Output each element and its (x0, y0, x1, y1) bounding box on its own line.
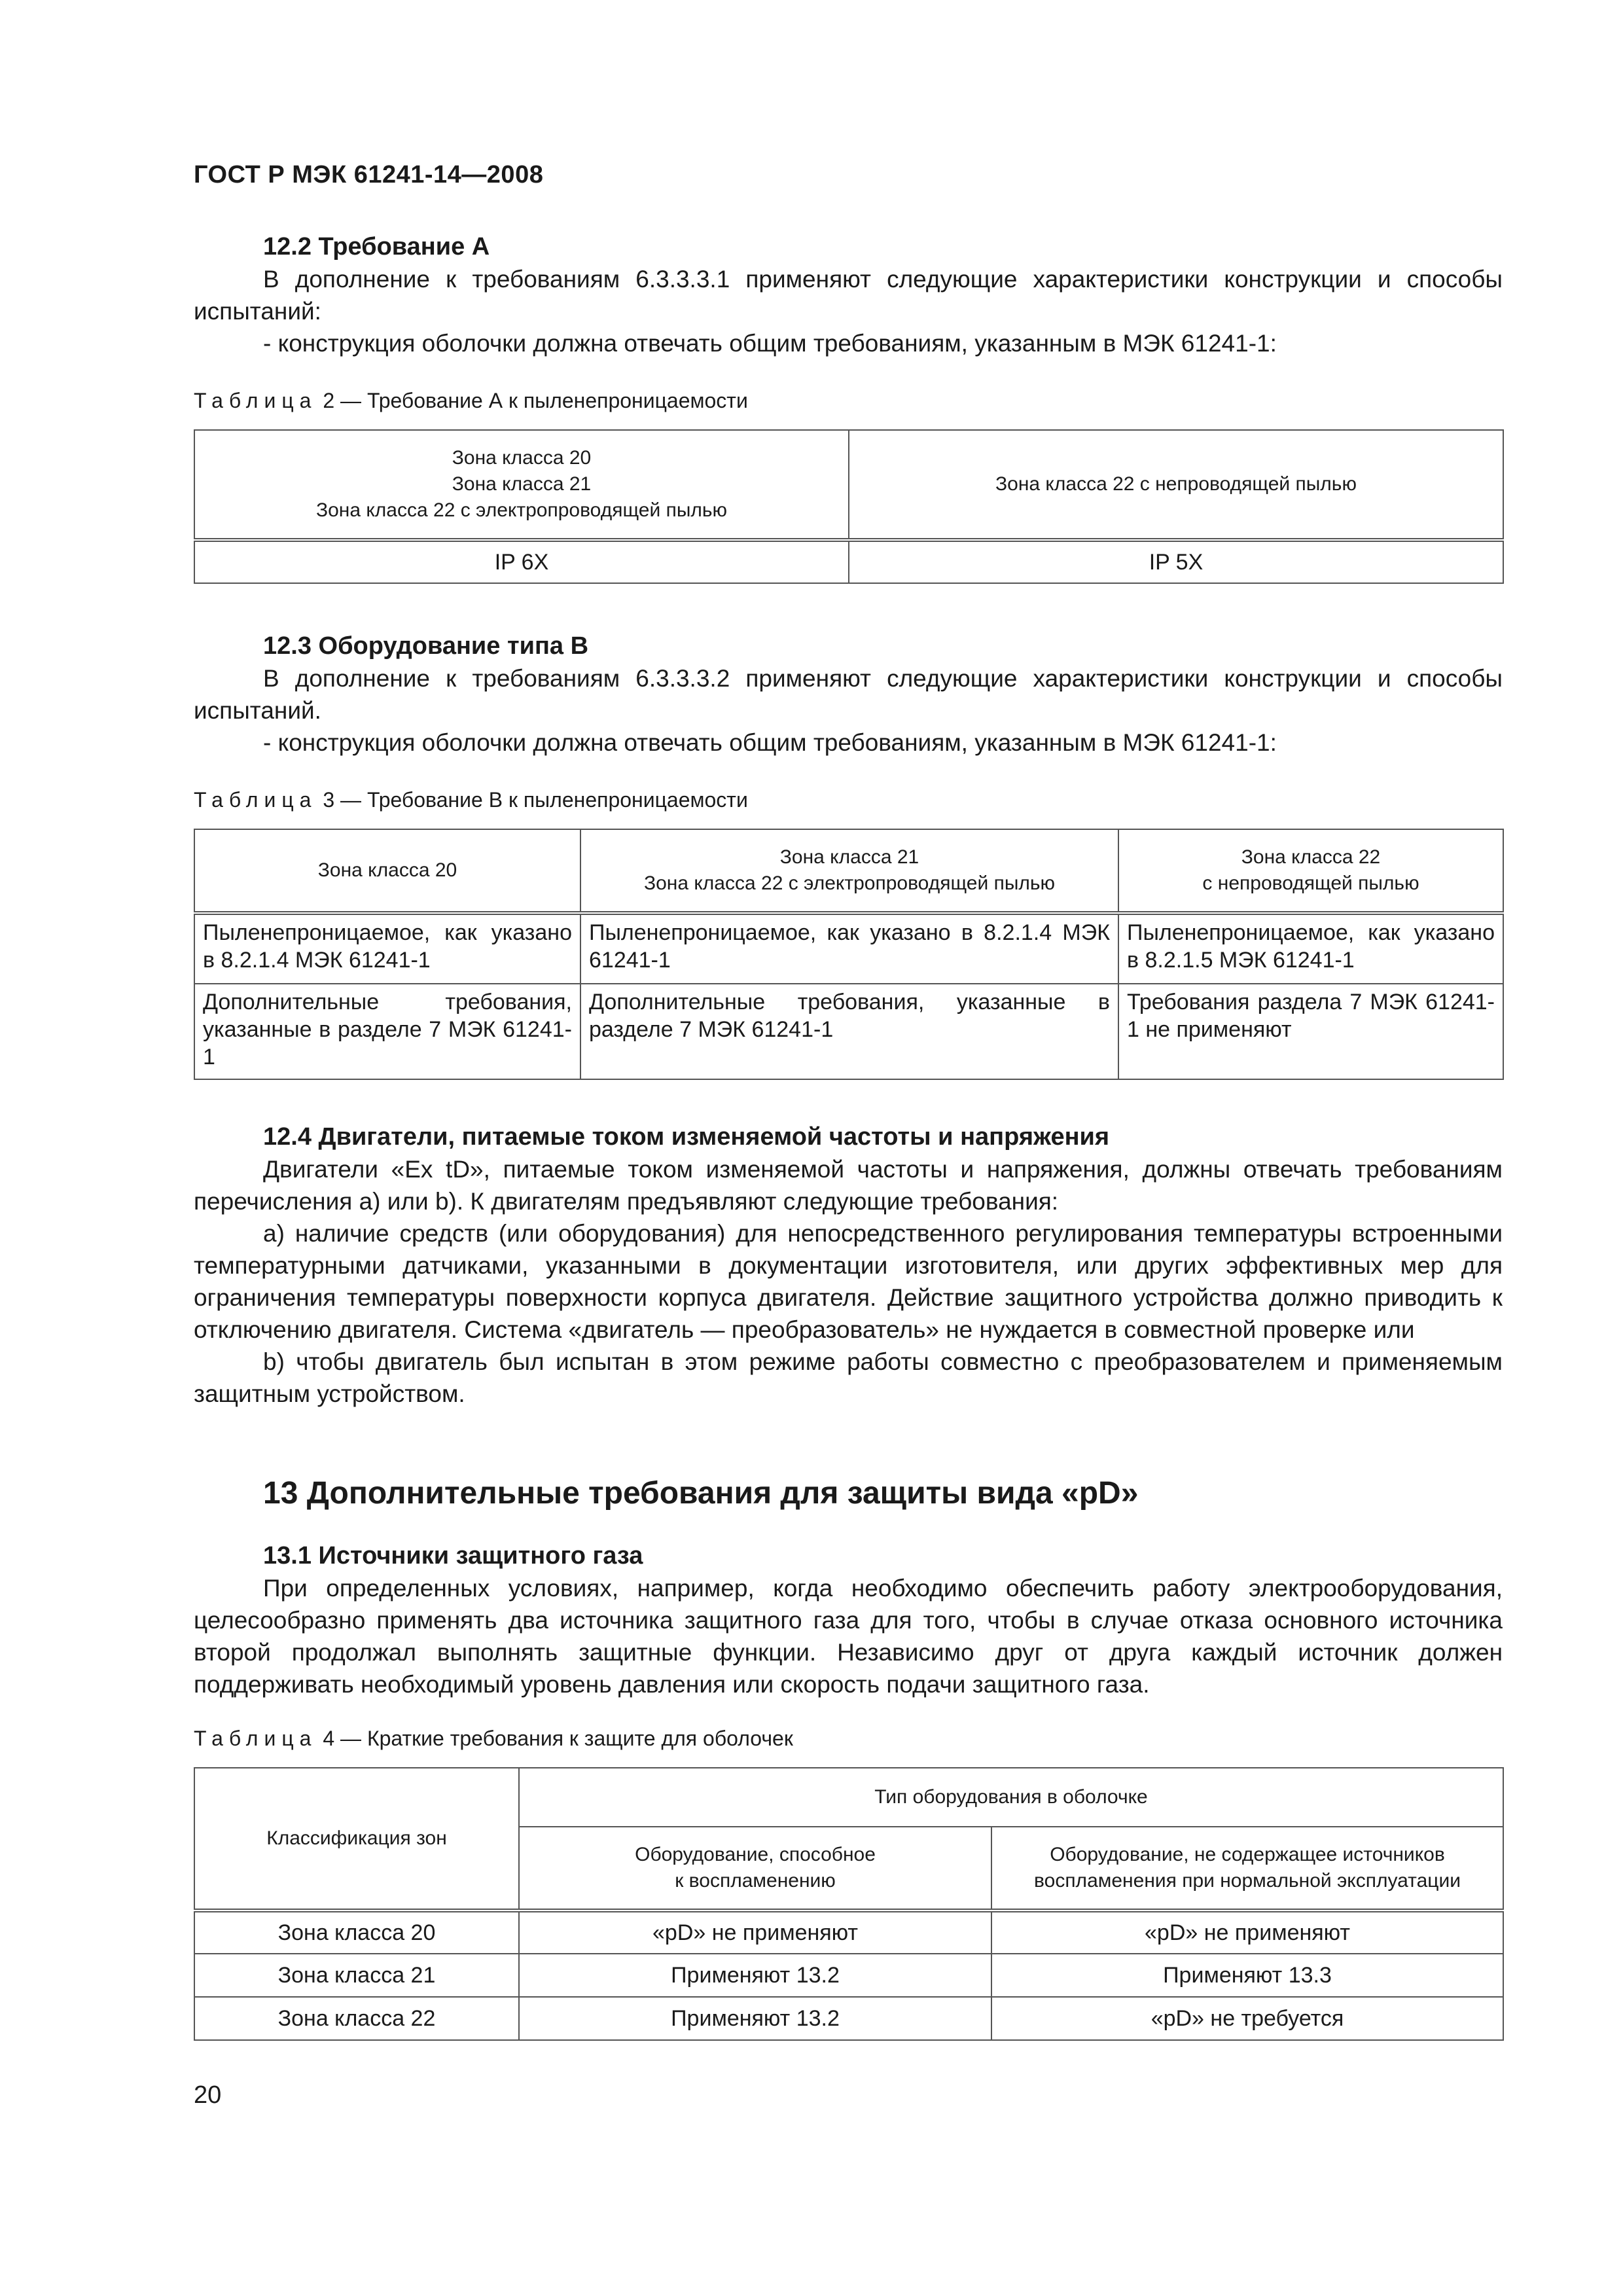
table-3 (194, 829, 1503, 1080)
header-line: Зона класса 22 с электропроводящей пылью (643, 872, 1056, 894)
table-cell: «pD» не применяют (991, 1910, 1503, 1954)
table-row (194, 1954, 1503, 1997)
table-cell: Пыленепроницаемое, как указано в 8.2.1.4 МЭК 61241-1 (580, 913, 1118, 984)
table-cell: Требования раздела 7 МЭК 61241-1 не применяют (1118, 984, 1503, 1079)
table-row (194, 1768, 1503, 1827)
table-cell: «pD» не применяют (519, 1910, 991, 1954)
table-row (194, 1910, 1503, 1954)
table-4-caption (194, 1725, 1503, 1751)
header-line: Оборудование, не содержащее источников (1050, 1844, 1445, 1865)
header-line: Зона класса 21 (779, 846, 919, 868)
table-header-cell (519, 1827, 991, 1910)
table-header-cell: Тип оборудования в оболочке (519, 1768, 1503, 1827)
table-row (194, 829, 1503, 913)
table-3-caption (194, 787, 1503, 813)
table-cell: Применяют 13.2 (519, 1997, 991, 2040)
table-header-cell: Зона класса 20 (194, 829, 580, 913)
header-line: Зона класса 22 (1241, 846, 1381, 868)
table-4 (194, 1767, 1503, 2041)
table-header-cell (991, 1827, 1503, 1910)
paragraph: а) наличие средств (или оборудования) для непосредственного регулирования температуры встроенными температурными датчиками, указанными в документации изготовителя, или других эффективных мер для ограничения температуры поверхности корпуса двигателя. Действие защитного устройства должно приводить к отключению двигателя. Система «двигатель — преобразователь» не нуждается в совместной проверке или (194, 1220, 1503, 1343)
section-heading: 13.1 Источники защитного газа (263, 1542, 643, 1570)
section-heading: 12.2 Требование А (263, 233, 490, 260)
page-number: 20 (194, 2081, 222, 2109)
table-row (194, 1997, 1503, 2040)
paragraph: Двигатели «Ex tD», питаемые током изменяемой частоты и напряжения, должны отвечать требованиям перечисления а) или b). К двигателям предъявляют следующие требования: (194, 1156, 1503, 1215)
section-12-2 (194, 230, 1503, 359)
table-cell: Зона класса 22 (194, 1997, 519, 2040)
table-row (194, 913, 1503, 984)
section-heading: 12.3 Оборудование типа В (263, 632, 589, 660)
table-row (194, 540, 1503, 583)
table-row (194, 984, 1503, 1079)
document-header-title: ГОСТ Р МЭК 61241-14—2008 (194, 161, 544, 188)
table-cell: «pD» не требуется (991, 1997, 1503, 2040)
paragraph: b) чтобы двигатель был испытан в этом режиме работы совместно с преобразователем и применяемым защитным устройством. (194, 1348, 1503, 1407)
table-cell: Зона класса 21 (194, 1954, 519, 1997)
table-cell: IP 6X (194, 540, 849, 583)
caption-label: Таблица (194, 389, 317, 412)
header-line: Зона класса 20 (452, 447, 592, 469)
header-line: с непроводящей пылью (1202, 872, 1419, 894)
table-cell: Применяют 13.3 (991, 1954, 1503, 1997)
paragraph: В дополнение к требованиям 6.3.3.3.2 применяют следующие характеристики конструкции и способы испытаний. (194, 665, 1503, 724)
table-cell: Дополнительные требования, указанные в разделе 7 МЭК 61241-1 (194, 984, 580, 1079)
caption-text: 3 — Требование В к пыленепроницаемости (317, 788, 748, 812)
table-2 (194, 429, 1503, 584)
table-cell: Зона класса 20 (194, 1910, 519, 1954)
table-header-cell: Классификация зон (194, 1768, 519, 1910)
table-header-cell (1118, 829, 1503, 913)
table-cell: Дополнительные требования, указанные в разделе 7 МЭК 61241-1 (580, 984, 1118, 1079)
table-header-cell (580, 829, 1118, 913)
caption-text: 2 — Требование А к пыленепроницаемости (317, 389, 748, 412)
table-header-cell (194, 430, 849, 540)
header-line: к воспламенению (675, 1870, 836, 1892)
section-12-4 (194, 1121, 1503, 1410)
bullet-item: - конструкция оболочки должна отвечать общим требованиям, указанным в МЭК 61241-1: (263, 330, 1277, 357)
bullet-item: - конструкция оболочки должна отвечать общим требованиям, указанным в МЭК 61241-1: (263, 729, 1277, 756)
table-2-caption (194, 387, 1503, 414)
header-line: Зона класса 22 с электропроводящей пылью (315, 499, 728, 521)
header-line: Оборудование, способное (635, 1844, 876, 1865)
section-13-1 (194, 1539, 1503, 1700)
paragraph: В дополнение к требованиям 6.3.3.3.1 применяют следующие характеристики конструкции и способы испытаний: (194, 266, 1503, 325)
table-header-cell: Зона класса 22 с непроводящей пылью (849, 430, 1503, 540)
paragraph: При определенных условиях, например, когда необходимо обеспечить работу электрооборудования, целесообразно применять два источника защитного газа для того, чтобы в случае отказа основного источника второй продолжал выполнять защитные функции. Независимо друг от друга каждый источник должен поддерживать необходимый уровень давления или скорость подачи защитного газа. (194, 1575, 1503, 1698)
table-cell: Применяют 13.2 (519, 1954, 991, 1997)
table-cell: Пыленепроницаемое, как указано в 8.2.1.4 МЭК 61241-1 (194, 913, 580, 984)
section-12-3 (194, 630, 1503, 759)
caption-text: 4 — Краткие требования к защите для оболочек (317, 1727, 793, 1750)
header-line: воспламенения при нормальной эксплуатации (1034, 1870, 1461, 1892)
section-13 (194, 1474, 1503, 1513)
section-heading: 12.4 Двигатели, питаемые током изменяемой частоты и напряжения (263, 1123, 1110, 1151)
table-row (194, 430, 1503, 540)
chapter-heading: 13 Дополнительные требования для защиты вида «pD» (263, 1476, 1139, 1511)
table-cell: IP 5X (849, 540, 1503, 583)
header-line: Зона класса 21 (452, 473, 592, 495)
caption-label: Таблица (194, 1727, 317, 1750)
table-cell: Пыленепроницаемое, как указано в 8.2.1.5 МЭК 61241-1 (1118, 913, 1503, 984)
caption-label: Таблица (194, 788, 317, 812)
